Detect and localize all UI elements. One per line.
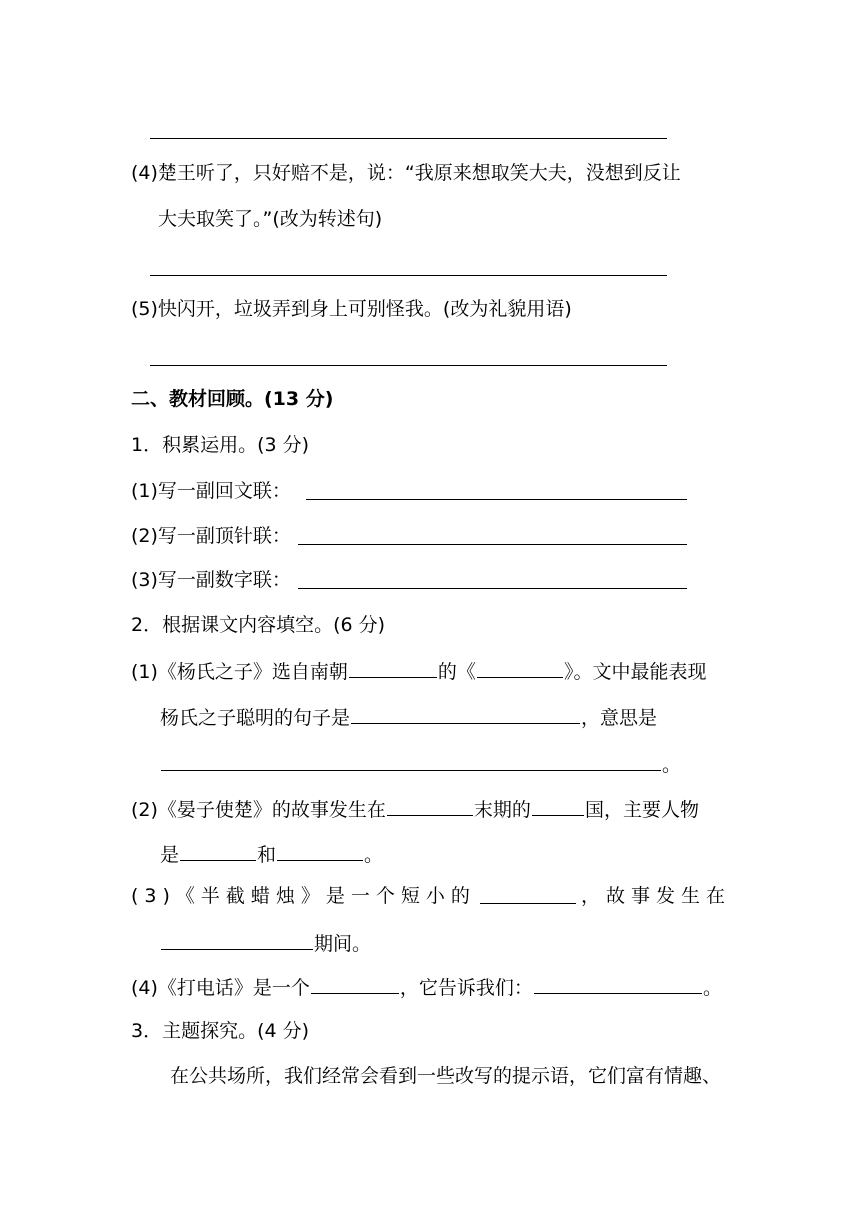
section2-title: 二、教材回顾。(13 分) <box>131 388 334 410</box>
item1-c-label: (3)写一副数字联： <box>131 569 291 591</box>
item3-title: 3．主题探究。(4 分) <box>131 1020 310 1042</box>
blank-p2-1[interactable] <box>387 795 473 816</box>
item2-p4-text-b: ，它告诉我们： <box>399 977 533 999</box>
item2-p4-text-a: (4)《打电话》是一个 <box>131 977 310 999</box>
answer-line-item1-b <box>298 544 687 545</box>
blank-p2-4[interactable] <box>277 840 363 861</box>
item2-p3-text-a: (3)《半截蜡烛》是一个短小的 <box>131 885 476 907</box>
item2-p2-text-b: 末期的 <box>473 799 531 821</box>
item2-p2-line1 <box>131 795 699 823</box>
item2-p1-line1 <box>131 657 706 685</box>
blank-p1-2[interactable] <box>477 657 563 678</box>
item2-p2-text-d: 是 <box>160 844 180 866</box>
answer-line-q4 <box>150 275 667 276</box>
blank-p2-3[interactable] <box>180 840 256 861</box>
item2-p3-line1 <box>131 883 731 909</box>
answer-line-item1-a <box>306 499 687 500</box>
item2-p3-text-c: 期间。 <box>314 933 372 955</box>
item2-p1-line3 <box>160 750 681 778</box>
blank-p3-2[interactable] <box>161 929 313 950</box>
blank-p1-1[interactable] <box>349 657 437 678</box>
q5-line1: (5)快闪开，垃圾弄到身上可别怪我。(改为礼貌用语) <box>131 298 572 320</box>
blank-p2-2[interactable] <box>532 795 584 816</box>
answer-line-top <box>150 138 667 139</box>
item2-p3-text-b: ，故事发生在 <box>580 885 731 907</box>
item2-title: 2．根据课文内容填空。(6 分) <box>131 614 386 636</box>
q4-line1: (4)楚王听了，只好赔不是，说：“我原来想取笑大夫，没想到反让 <box>131 162 681 184</box>
item2-p1-text-f: 。 <box>662 754 682 776</box>
blank-p4-1[interactable] <box>311 973 399 994</box>
item2-p2-text-c: 国，主要人物 <box>584 799 699 821</box>
item1-title: 1．积累运用。(3 分) <box>131 434 310 456</box>
item2-p2-line2 <box>160 840 383 868</box>
blank-p4-2[interactable] <box>534 973 702 994</box>
item2-p1-text-b: 的《 <box>437 661 476 683</box>
blank-p1-3[interactable] <box>351 703 580 724</box>
answer-line-q5 <box>150 365 667 366</box>
item3-paragraph: 在公共场所，我们经常会看到一些改写的提示语，它们富有情趣、 <box>170 1065 722 1087</box>
blank-p1-4[interactable] <box>161 750 661 771</box>
q4-line2: 大夫取笑了。”(改为转述句) <box>158 208 383 230</box>
item2-p4-text-c: 。 <box>702 977 722 999</box>
answer-line-item1-c <box>298 588 687 589</box>
blank-p3-1[interactable] <box>480 883 576 904</box>
item2-p2-text-e: 和 <box>257 844 277 866</box>
item1-b-label: (2)写一副顶针联： <box>131 525 291 547</box>
item2-p1-text-a: (1)《杨氏之子》选自南朝 <box>131 661 348 683</box>
item2-p2-text-a: (2)《晏子使楚》的故事发生在 <box>131 799 386 821</box>
item2-p1-line2 <box>160 703 657 731</box>
item2-p2-text-f: 。 <box>364 844 384 866</box>
item2-p4-line1 <box>131 973 722 1001</box>
item2-p1-text-e: ，意思是 <box>581 707 658 729</box>
item2-p3-line2 <box>160 929 371 957</box>
item1-a-label: (1)写一副回文联： <box>131 480 291 502</box>
item2-p1-text-c: 》。文中最能表现 <box>563 661 707 683</box>
item2-p1-text-d: 杨氏之子聪明的句子是 <box>160 707 351 729</box>
